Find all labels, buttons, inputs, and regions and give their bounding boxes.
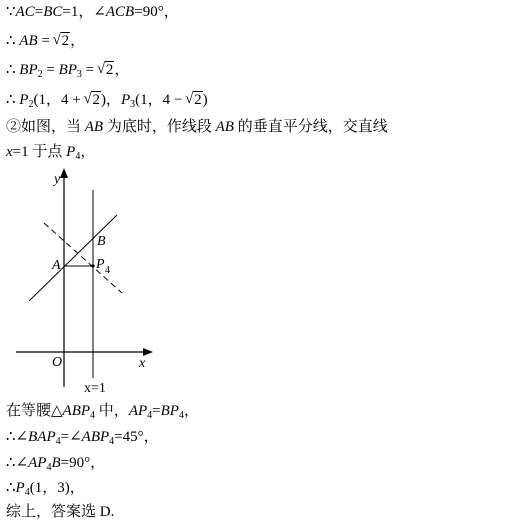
seg: 4 (24, 487, 30, 498)
seg: ) (202, 92, 208, 108)
seg: 中， (95, 403, 129, 419)
text-line-1 (6, 3, 179, 21)
sqrt-expression (98, 61, 115, 79)
text-line-10 (6, 479, 85, 502)
seg: 4 (90, 410, 96, 421)
seg: ， (114, 62, 130, 78)
seg: =1 于点 (12, 144, 67, 160)
seg: 2 (92, 92, 100, 108)
sqrt-expression (186, 91, 203, 109)
seg: P (120, 92, 131, 108)
point-A-label: A (52, 258, 61, 273)
seg: ， (183, 403, 199, 419)
point-P4-label: P (96, 257, 105, 272)
seg: = (37, 33, 54, 49)
therefore-symbol: ∴ (6, 33, 16, 49)
seg: =1，∠ (62, 4, 106, 20)
seg: ②如图，当 (6, 119, 85, 135)
seg: ACB (105, 4, 135, 20)
seg: 4 (109, 436, 115, 447)
line-x-equals-1-label: x=1 (84, 381, 106, 396)
seg: BP (58, 62, 77, 78)
x-axis-arrow (143, 348, 153, 356)
seg: AC (15, 4, 35, 20)
seg: ， (80, 144, 96, 160)
seg: ， (70, 33, 86, 49)
text-line-2 (6, 32, 85, 50)
therefore-symbol: ∴ (6, 429, 16, 445)
seg: (1，4 − (135, 92, 187, 108)
seg: 4 (46, 462, 52, 473)
point-B-label: B (97, 234, 106, 249)
seg: x (6, 144, 13, 160)
seg: B (51, 455, 61, 471)
seg: ABP (81, 429, 110, 445)
text-line-6 (6, 143, 95, 166)
seg: 的垂直平分线，交直线 (233, 119, 388, 135)
seg: 4 (178, 410, 184, 421)
seg: 2 (61, 33, 70, 49)
seg: BP (160, 403, 179, 419)
seg: = (34, 4, 44, 20)
seg: ∠ (15, 455, 29, 471)
text-line-9 (6, 454, 105, 477)
seg: 2 (37, 69, 43, 80)
seg: AB (84, 119, 104, 135)
therefore-symbol: ∴ (6, 455, 16, 471)
point-P4 (91, 264, 94, 267)
y-axis-label: y (54, 172, 61, 187)
text-line-8 (6, 428, 159, 451)
seg: 2 (194, 92, 202, 108)
y-axis-arrow (60, 168, 68, 178)
seg: AB (19, 33, 38, 49)
conclusion-text: 综上，答案选 D. (6, 504, 115, 520)
seg: )， (100, 92, 121, 108)
seg: AP (28, 455, 47, 471)
seg: BAP (28, 429, 56, 445)
seg: 4 (55, 436, 61, 447)
seg: =45°， (114, 429, 159, 445)
seg: = (81, 62, 98, 78)
seg: =90°， (60, 455, 106, 471)
seg: P (19, 92, 29, 108)
seg: ABP (62, 403, 91, 419)
text-line-3 (6, 61, 129, 84)
seg: BC (43, 4, 63, 20)
seg: 4 (147, 410, 153, 421)
seg: =90°， (134, 4, 179, 20)
seg: 在等腰△ (6, 403, 63, 419)
text-line-7 (6, 402, 199, 425)
sqrt-expression (54, 32, 71, 50)
therefore-symbol: ∴ (6, 480, 16, 496)
seg: 4 (75, 151, 81, 162)
seg: 3 (130, 99, 136, 110)
seg: 2 (28, 99, 34, 110)
seg: AB (215, 119, 234, 135)
text-line-11 (6, 503, 114, 521)
seg: P (66, 144, 76, 160)
origin-label: O (52, 355, 63, 370)
coordinate-figure (0, 165, 180, 397)
therefore-symbol: ∴ (6, 62, 16, 78)
seg: ∠ (15, 429, 29, 445)
seg: =∠ (60, 429, 82, 445)
seg: = (152, 403, 161, 419)
seg: (1，4 + (33, 92, 85, 108)
x-axis-label: x (139, 356, 146, 371)
because-symbol: ∵ (6, 4, 16, 20)
therefore-symbol: ∴ (6, 92, 16, 108)
text-line-4 (6, 91, 208, 114)
seg: (1，3)， (29, 480, 85, 496)
text-line-5 (6, 118, 388, 136)
seg: 为底时，作线段 (103, 119, 216, 135)
sqrt-expression (84, 91, 101, 109)
seg: P (15, 480, 25, 496)
seg: = (42, 62, 59, 78)
point-P4-subscript: 4 (105, 265, 110, 276)
seg: 2 (105, 62, 114, 78)
seg: 3 (76, 69, 82, 80)
seg: AP (128, 403, 148, 419)
seg: BP (19, 62, 38, 78)
